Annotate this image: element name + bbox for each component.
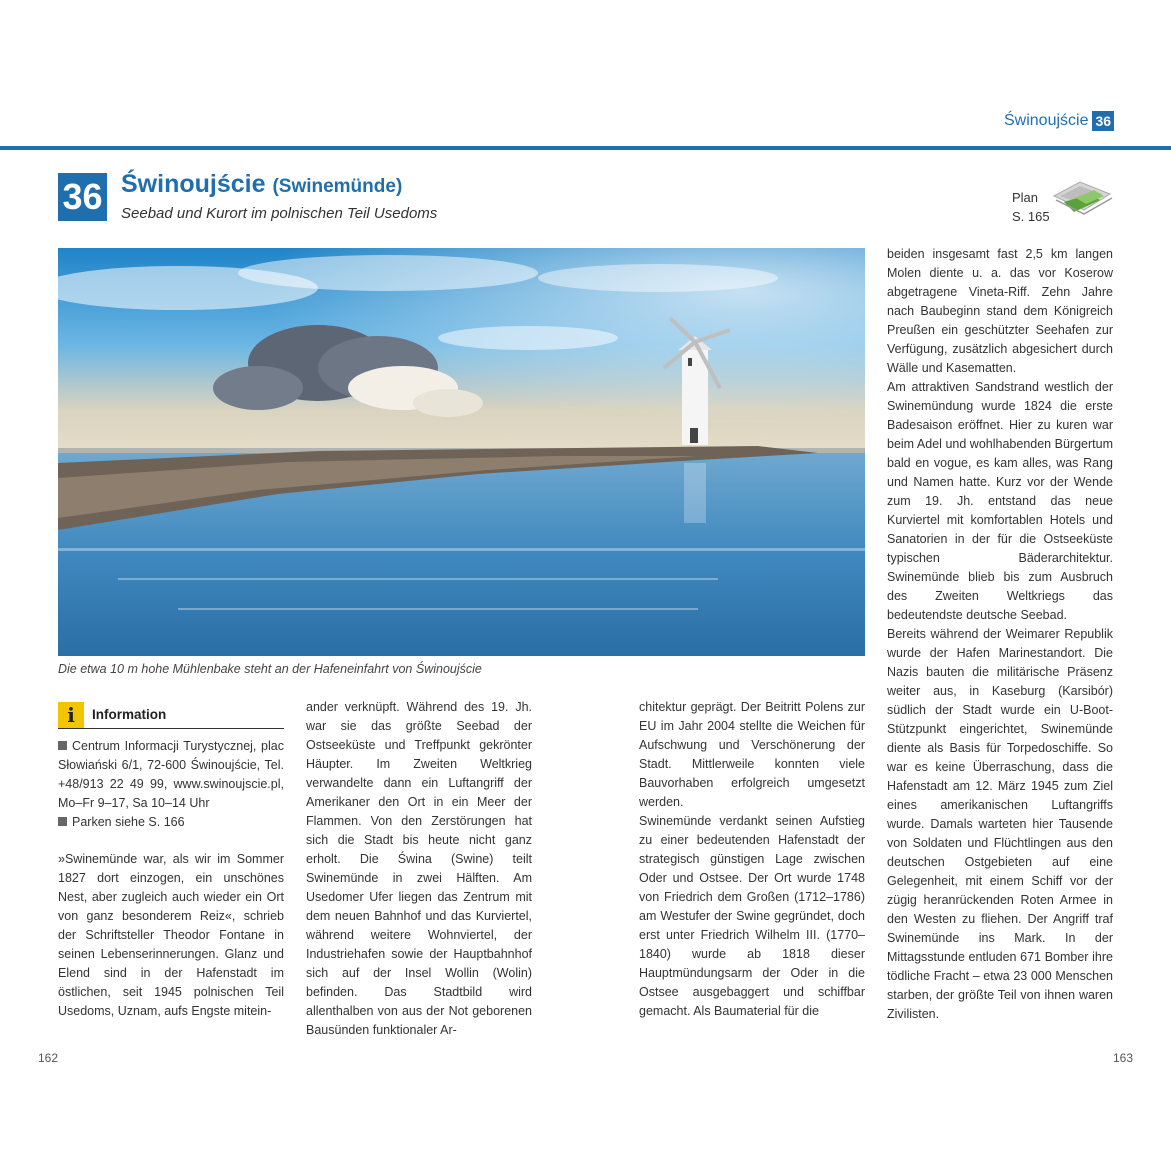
body-column-1	[58, 850, 284, 1021]
running-head	[1004, 109, 1114, 133]
photo-caption: Die etwa 10 m hohe Mühlenbake steht an der Hafeneinfahrt von Świnoujście	[58, 662, 482, 676]
chapter-subtitle: Seebad und Kurort im polnischen Teil Usedoms	[121, 205, 438, 222]
running-head-title: Świnoujście	[1004, 112, 1089, 129]
info-entry-2: Parken siehe S. 166	[72, 815, 185, 829]
body-paragraph: »Swinemünde war, als wir im Sommer 1827 dort einzogen, ein unschönes Nest, aber zugleich auch wieder ein Ort von ganz besonderem Reiz«, schrieb der Schriftsteller Theodor Fontane in seinen Lebenserinnerungen. Glanz und Elend sind in der Hafenstadt im östlichen, seit 1945 polnischen Teil Usedoms, Uznam, aufs Engste mitein-	[58, 852, 284, 1018]
bullet-square-icon	[58, 817, 67, 826]
info-entry	[58, 737, 284, 813]
page-number-left: 162	[38, 1051, 59, 1065]
body-column-3	[639, 698, 865, 1021]
body-paragraph: chitektur geprägt. Der Beitritt Polens zur EU im Jahr 2004 stellte die Weichen für Aufschwung und Verschönerung der Stadt. Mittlerweile konnten viele Bauvorhaben erfolgreich umgesetzt werden.	[639, 700, 865, 809]
bullet-square-icon	[58, 741, 67, 750]
body-paragraph: ander verknüpft. Während des 19. Jh. war sie das größte Seebad der Ostseeküste und Treffpunkt gekrönter Häupter. Im Zweiten Weltkrieg verwandelte dann ein Luftangriff der Amerikaner den Ort in ein Meer der Flammen. Von den Zerstörungen hat sich die Stadt bis heute nicht ganz erholt. Die Świna (Swine) teilt Swinemünde in zwei Hälften. Am Usedomer Ufer liegen das Zentrum mit dem neuen Bahnhof und das Kurviertel, während weitere Wohnviertel, der Industriehafen sowie der Hauptbahnhof sich auf der Insel Wollin (Wolin) befinden. Das Stadtbild wird allenthalben von aus der Not geborenen Bausünden funktionaler Ar-	[306, 700, 532, 1037]
chapter-title-alt: (Swinemünde)	[272, 176, 403, 197]
plan-reference[interactable]	[1012, 188, 1050, 226]
info-header	[58, 701, 284, 729]
chapter-title	[121, 170, 402, 199]
plan-label: Plan	[1012, 190, 1039, 205]
chapter-number-badge: 36	[58, 173, 107, 221]
info-entry-1: Centrum Informacji Turystycznej, plac Słowiański 6/1, 72-600 Świnoujście, Tel. +48/913 22 49 99, www.swinoujscie.pl, Mo–Fr 9–17, Sa 10–14 Uhr	[58, 739, 284, 810]
body-column-2	[306, 698, 532, 1040]
map-plan-icon	[1050, 174, 1114, 220]
body-paragraph: Swinemünde verdankt seinen Aufstieg zu einer bedeutenden Hafenstadt der strategisch günstigen Lage zwischen Oder und Ostsee. Der Ort wurde 1748 von Friedrich dem Großen (1712–1786) am Westufer der Swine gegründet, doch erst unter Friedrich Wilhelm III. (1770–1840) wurde ab 1818 dieser Hauptmündungsarm der Oder in die Ostsee ausgebaggert und schiffbar gemacht. Als Baumaterial für die	[639, 814, 865, 1018]
page-number-right: 163	[1113, 1051, 1134, 1065]
info-heading: Information	[92, 707, 167, 722]
info-icon: i	[58, 702, 84, 728]
body-paragraph: Bereits während der Weimarer Republik wurde der Hafen Marinestandort. Die Nazis bauten die militärische Präsenz weiter aus, in Kaseburg (Karsibór) südlich der Stadt wurde ein U-Boot-Stützpunkt eingerichtet, Swinemünde diente als Basis für Torpedoschiffe. So war es keine Überraschung, dass die Hafenstadt am 12. März 1945 zum Ziel eines amerikanischen Luftangriffs wurde. Damals warteten hier Tausende von Soldaten und Flüchtlingen aus den deutschen Ostgebieten auf eine Gelegenheit, mit einem Schiff vor der zügig heranrückenden Roten Armee in den Westen zu fliehen. Der Angriff traf Swinemünde ins Mark. In der Mittagsstunde entluden 671 Bomber ihre tödliche Fracht – etwa 23 000 Menschen starben, der größte Teil von ihnen waren Zivilisten.	[887, 627, 1113, 1021]
info-entry	[58, 813, 284, 832]
running-head-number: 36	[1092, 111, 1114, 131]
body-column-4	[887, 245, 1113, 1024]
chapter-title-main: Świnoujście	[121, 170, 266, 198]
info-block	[58, 737, 284, 832]
body-paragraph: Am attraktiven Sandstrand westlich der Swinemündung wurde 1824 die erste Badesaison eröffnet. Hier zu kuren war beim Adel und wohlhabenden Bürgertum bald en vogue, es kam alles, was Rang und Namen hatte. Kurz vor der Wende zum 19. Jh. entstand das neue Kurviertel mit komfortablen Hotels und Sanatorien in der für die Ostseeküste typischen Bäderarchitektur. Swinemünde blieb bis zum Ausbruch des Zweiten Weltkriegs das bedeutendste deutsche Seebad.	[887, 380, 1113, 622]
header-rule	[0, 146, 1171, 150]
body-paragraph: beiden insgesamt fast 2,5 km langen Molen diente u. a. das vor Koserow abgetragene Vineta-Riff. Zehn Jahre nach Baubeginn stand dem Königreich Preußen ein geschützter Seehafen zur Verfügung, zusätzlich abgesichert durch Wälle und Kasematten.	[887, 247, 1113, 375]
plan-page: S. 165	[1012, 209, 1050, 224]
lighthouse-photo	[58, 248, 865, 656]
